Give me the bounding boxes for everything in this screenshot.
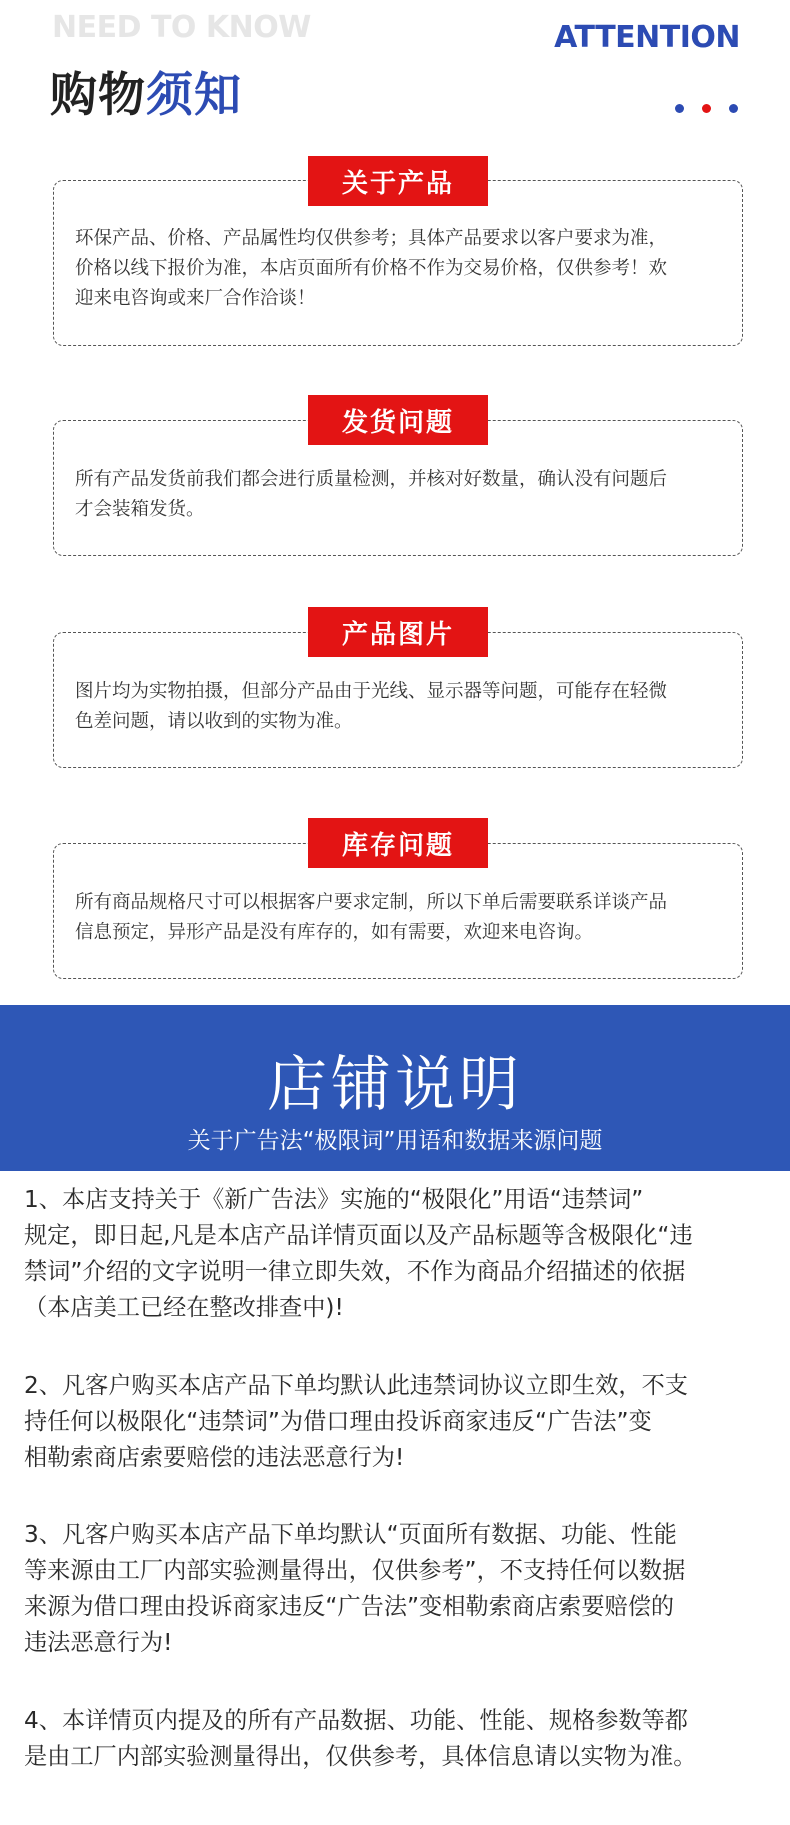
notice-line: 环保产品、价格、产品属性均仅供参考；具体产品要求以客户要求为准， xyxy=(75,228,668,249)
paragraph-line: 1、本店支持关于《新广告法》实施的“极限化”用语“违禁词” xyxy=(24,1186,644,1213)
notice-line: 色差问题，请以收到的实物为准。 xyxy=(75,711,353,732)
notice-line: 图片均为实物拍摄，但部分产品由于光线、显示器等问题，可能存在轻微 xyxy=(75,681,668,702)
decorative-dots xyxy=(675,104,738,113)
page-title xyxy=(50,58,242,125)
need-to-know-label: NEED TO KNOW xyxy=(52,10,311,45)
dot-icon xyxy=(729,104,738,113)
notice-tag: 产品图片 xyxy=(308,607,488,657)
notice-text xyxy=(75,888,721,948)
policy-paragraph-2 xyxy=(24,1368,766,1476)
paragraph-line: 是由工厂内部实验测量得出，仅供参考，具体信息请以实物为准。 xyxy=(24,1743,697,1770)
page-title-blue: 须知 xyxy=(146,68,242,123)
notice-line: 信息预定，异形产品是没有库存的，如有需要，欢迎来电咨询。 xyxy=(75,922,594,943)
paragraph-line: 持任何以极限化“违禁词”为借口理由投诉商家违反“广告法”变 xyxy=(24,1408,652,1435)
paragraph-line: 3、凡客户购买本店产品下单均默认“页面所有数据、功能、性能 xyxy=(24,1521,677,1548)
notice-tag: 发货问题 xyxy=(308,395,488,445)
dot-icon xyxy=(702,104,711,113)
policy-paragraph-3 xyxy=(24,1517,766,1661)
policy-paragraph-1 xyxy=(24,1182,766,1326)
paragraph-line: 2、凡客户购买本店产品下单均默认此违禁词协议立即生效，不支 xyxy=(24,1372,688,1399)
dot-icon xyxy=(675,104,684,113)
paragraph-line: 违法恶意行为! xyxy=(24,1629,173,1656)
store-notice-banner xyxy=(0,1005,790,1171)
notice-text xyxy=(75,465,721,525)
notice-text xyxy=(75,224,721,314)
banner-subtitle: 关于广告法“极限词”用语和数据来源问题 xyxy=(187,1128,603,1154)
notice-tag: 库存问题 xyxy=(308,818,488,868)
attention-label: ATTENTION xyxy=(554,20,740,55)
policy-paragraph-4 xyxy=(24,1703,766,1775)
paragraph-line: 4、本详情页内提及的所有产品数据、功能、性能、规格参数等都 xyxy=(24,1707,688,1734)
page-title-black: 购物 xyxy=(50,68,146,123)
notice-tag: 关于产品 xyxy=(308,156,488,206)
notice-line: 才会装箱发货。 xyxy=(75,499,205,520)
paragraph-line: 来源为借口理由投诉商家违反“广告法”变相勒索商店索要赔偿的 xyxy=(24,1593,675,1620)
banner-title: 店铺说明 xyxy=(267,1050,523,1120)
paragraph-line: 等来源由工厂内部实验测量得出，仅供参考”，不支持任何以数据 xyxy=(24,1557,686,1584)
paragraph-line: 禁词”介绍的文字说明一律立即失效，不作为商品介绍描述的依据 xyxy=(24,1258,686,1285)
notice-text xyxy=(75,677,721,737)
notice-line: 所有商品规格尺寸可以根据客户要求定制，所以下单后需要联系详谈产品 xyxy=(75,892,668,913)
paragraph-line: 相勒索商店索要赔偿的违法恶意行为! xyxy=(24,1444,405,1471)
paragraph-line: 规定，即日起,凡是本店产品详情页面以及产品标题等含极限化“违 xyxy=(24,1222,693,1249)
notice-line: 所有产品发货前我们都会进行质量检测，并核对好数量，确认没有问题后 xyxy=(75,469,668,490)
paragraph-line: （本店美工已经在整改排查中)! xyxy=(24,1294,344,1321)
notice-line: 迎来电咨询或来厂合作洽谈！ xyxy=(75,288,316,309)
notice-line: 价格以线下报价为准，本店页面所有价格不作为交易价格，仅供参考！欢 xyxy=(75,258,668,279)
